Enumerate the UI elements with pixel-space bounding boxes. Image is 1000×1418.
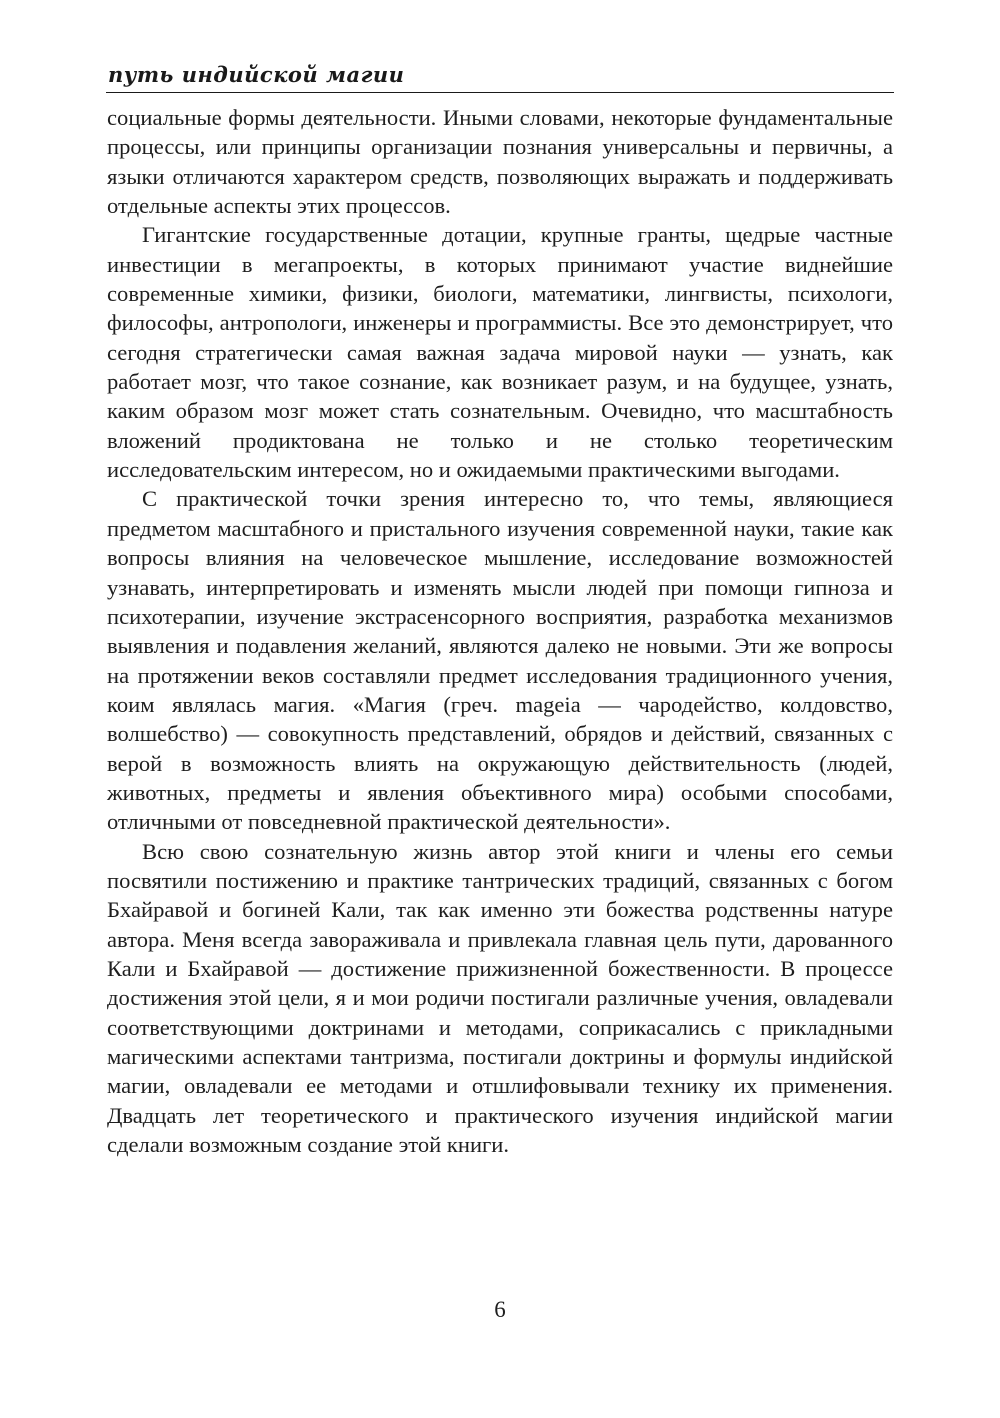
paragraph-1: социальные формы деятельности. Иными словами, некоторые фундаментальные процессы, или принципы организации познания универсальны и первичны, а языки отличаются характером средств, позволяющих выражать и поддерживать отдельные аспекты этих процессов.	[107, 105, 893, 219]
paragraph-2: Гигантские государственные дотации, крупные гранты, щедрые частные инвестиции в мегапроекты, в которых принимают участие виднейшие современные химики, физики, биологи, математики, лингвисты, психологи, философы, антропологи, инженеры и программисты. Все это демонстрирует, что сегодня стратегически самая важная задача мировой науки — узнать, как работает мозг, что такое сознание, как возникает разум, и на будущее, узнать, каким образом мозг может стать сознательным. Очевидно, что масштабность вложений продиктована не только и не столько теоретическим исследовательским интересом, но и ожидаемыми практическими выгодами.	[107, 222, 893, 483]
header-rule	[106, 92, 894, 93]
paragraph-4: Всю свою сознательную жизнь автор этой книги и члены его семьи посвятили постижению и практике тантрических традиций, связанных с богом Бхайравой и богиней Кали, так как именно эти божества родственны натуре автора. Меня всегда завораживала и привлекала главная цель пути, дарованного Кали и Бхайравой — достижение прижизненной божественности. В процессе достижения этой цели, я и мои родичи постигали различные учения, овладевали соответствующими доктринами и методами, соприкасались с прикладными магическими аспектами тантризма, постигали доктрины и формулы индийской магии, овладевали ее методами и отшлифовывали технику их применения. Двадцать лет теоретического и практического изучения индийской магии сделали возможным создание этой книги.	[107, 838, 893, 1158]
paragraph-3: С практической точки зрения интересно то, что темы, являющиеся предметом масштабного и пристального изучения современной науки, такие как вопросы влияния на человеческое мышление, исследование возможностей узнавать, интерпретировать и изменять мысли людей при помощи гипноза и психотерапии, изучение экстрасенсорного восприятия, разработка механизмов выявления и подавления желаний, являются далеко не новыми. Эти же вопросы на протяжении веков составляли предмет исследования традиционного учения, коим являлась магия. «Магия (греч. mageia — чародейство, колдовство, волшебство) — совокупность представлений, обрядов и действий, связанных с верой в возможность влиять на окружающую действительность (людей, животных, предметы и явления объективного мира) особыми способами, отличными от повседневной практической деятельности».	[107, 486, 893, 835]
running-header	[106, 62, 894, 94]
running-title: путь индийской магии	[108, 62, 405, 87]
body-text	[107, 103, 893, 1159]
page-number: 6	[494, 1297, 506, 1322]
